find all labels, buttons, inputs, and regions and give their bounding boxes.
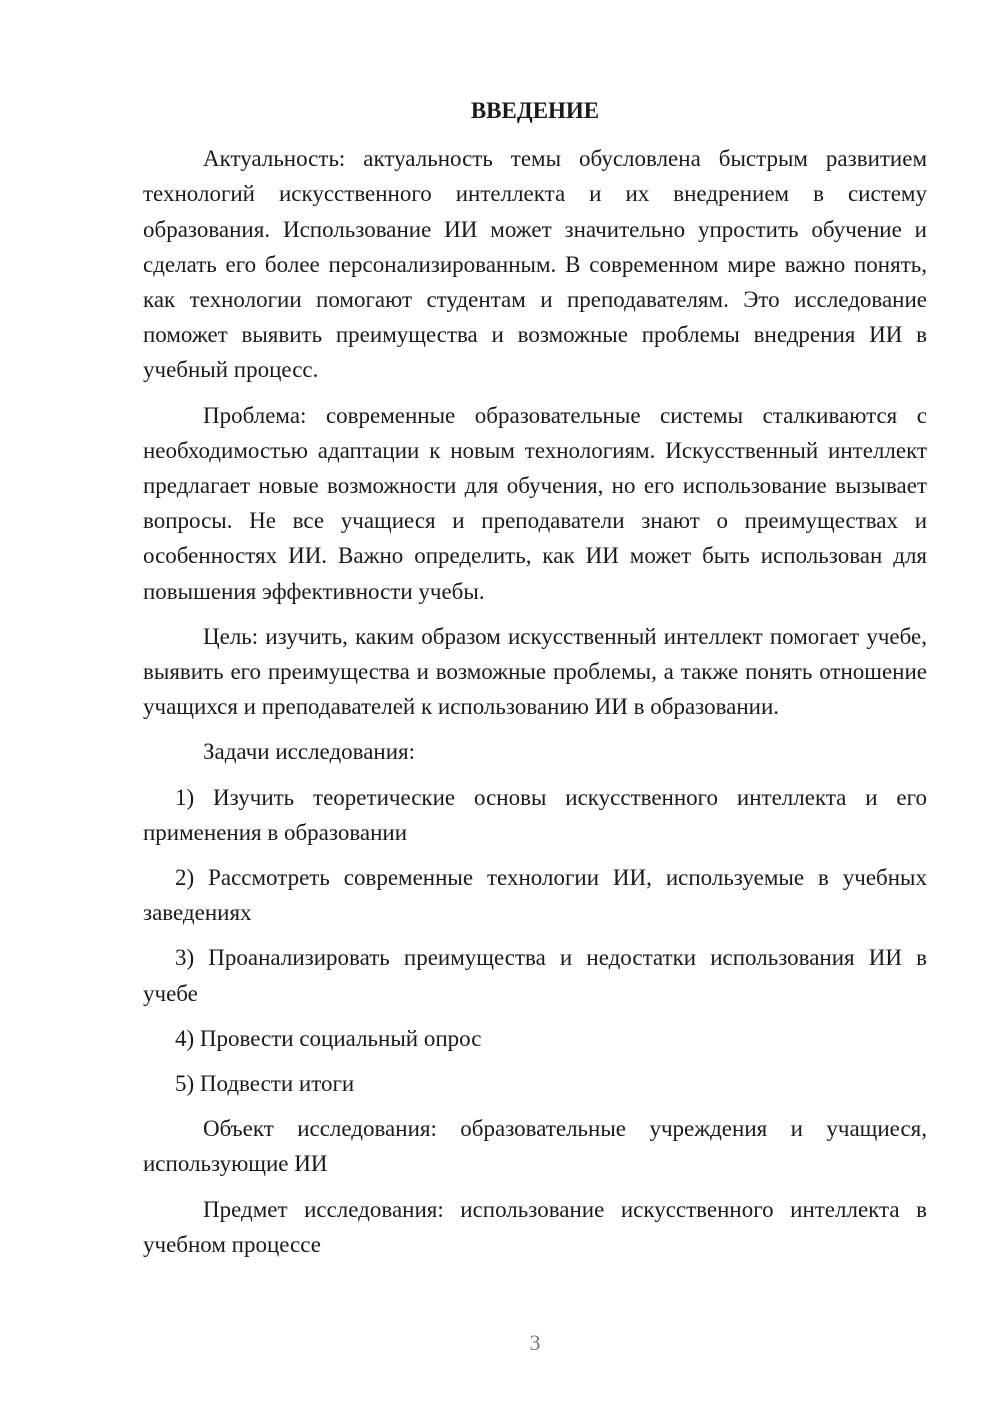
paragraph-relevance: Актуальность: актуальность темы обусловлена быстрым развитием технологий искусственного интеллекта и их внедрением в систему образования. Использование ИИ может значительно упростить обучение и сделать его более персонализированным. В современном мире важно понять, как технологии помогают студентам и преподавателям. Это исследование поможет выявить преимущества и возможные проблемы внедрения ИИ в учебный процесс. (143, 146, 927, 383)
tasks-list (143, 780, 927, 1102)
list-item: 3) Проанализировать преимущества и недостатки использования ИИ в учебе (143, 945, 927, 1006)
list-item: 4) Провести социальный опрос (175, 1025, 482, 1051)
tasks-heading: Задачи исследования: (203, 739, 416, 765)
section-title: ВВЕДЕНИЕ (470, 98, 600, 123)
paragraph-problem: Проблема: современные образовательные системы сталкиваются с необходимостью адаптации к новым технологиям. Искусственный интеллект предлагает новые возможности для обучения, но его использование вызывает вопросы. Не все учащиеся и преподаватели знают о преимуществах и особенностях ИИ. Важно определить, как ИИ может быть использован для повышения эффективности учебы. (143, 402, 927, 604)
page-number: 3 (529, 1330, 541, 1355)
list-item: 5) Подвести итоги (175, 1071, 355, 1097)
paragraph-object: Объект исследования: образовательные учреждения и учащиеся, использующие ИИ (143, 1116, 927, 1177)
list-item: 2) Рассмотреть современные технологии ИИ, используемые в учебных заведениях (143, 865, 927, 926)
document-body (143, 93, 927, 1262)
paragraph-subject: Предмет исследования: использование искусственного интеллекта в учебном процессе (143, 1196, 927, 1257)
paragraph-goal: Цель: изучить, каким образом искусственный интеллект помогает учебе, выявить его преимущества и возможные проблемы, а также понять отношение учащихся и преподавателей к использованию ИИ в образовании. (143, 623, 927, 720)
list-item: 1) Изучить теоретические основы искусственного интеллекта и его применения в образовании (143, 784, 927, 845)
